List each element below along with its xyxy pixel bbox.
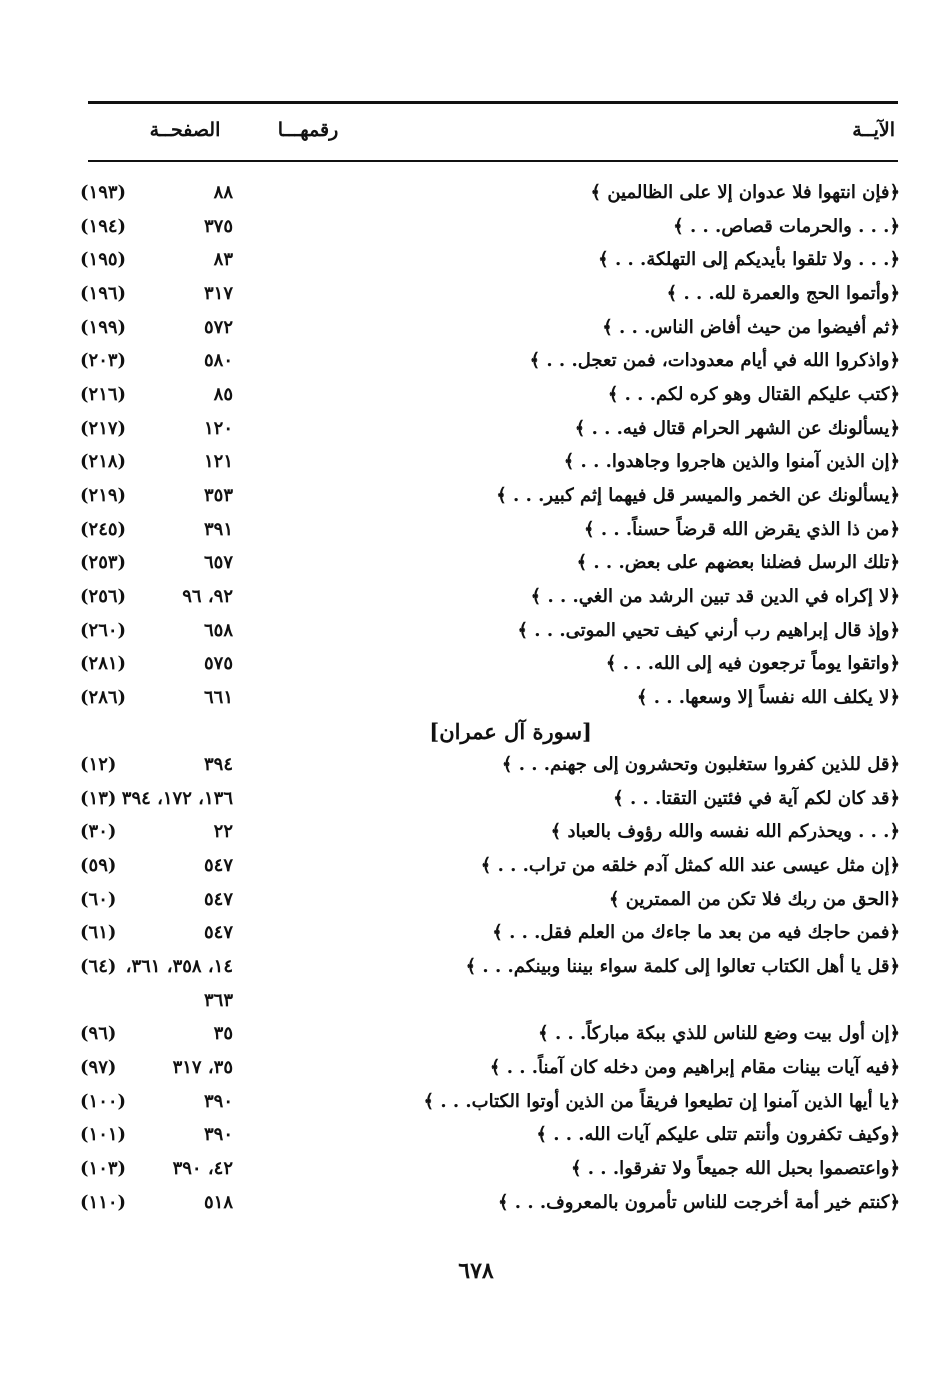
table-row [80,445,900,479]
verse-text: ﴿. . . ولا تلقوا بأيديكم إلى التهلكة. . . ﴾ [598,249,900,271]
verse-text: ﴿. . . ويحذركم الله نفسه والله رؤوف بالعباد ﴾ [550,821,900,843]
table-row [80,378,900,412]
header-page: الصفحــة [149,119,221,141]
verse-text: ﴿واعتصموا بحبل الله جميعاً ولا تفرقوا. . . ﴾ [570,1158,900,1180]
verse-text: ﴿إن الذين آمنوا والذين هاجروا وجاهدوا. . . ﴾ [563,451,900,473]
table-row [80,243,900,277]
page-reference: ٥٧٥ [203,653,233,675]
verse-text: ﴿قد كان لكم آية في فئتين التقتا. . . ﴾ [613,787,900,809]
table-row [80,950,900,984]
verse-number: (٢١٨) [80,451,127,473]
table-row [80,782,900,816]
table-row [80,647,900,681]
page-reference: ٣٩٠ [203,1124,233,1146]
page-reference: ٦٦١ [203,686,233,708]
verse-text: ﴿. . . والحرمات قصاص. . . ﴾ [673,215,900,237]
verse-number: (١١٠) [80,1191,127,1213]
page-reference: ٣٩٠ [203,1090,233,1112]
table-row [80,513,900,547]
verse-text: ﴿فإن انتهوا فلا عدوان إلا على الظالمين ﴾ [590,182,900,203]
page-reference: ١٤، ٣٥٨، ٣٦١، [125,956,233,978]
verse-text: ﴿كتب عليكم القتال وهو كره لكم. . . ﴾ [607,383,900,405]
verse-number: (١٠١) [80,1124,127,1146]
verse-number: (٢٤٥) [80,518,127,540]
verse-text: ﴿يسألونك عن الشهر الحرام قتال فيه. . . ﴾ [574,417,900,439]
table-row [80,1051,900,1085]
verse-number: (٢٨٦) [80,686,127,708]
page-reference: ٨٥ [213,383,233,405]
page-reference: ٣٩٤ [203,754,233,776]
table-row [80,748,900,782]
verse-text: ﴿لا إكراه في الدين قد تبين الرشد من الغي. . . ﴾ [530,585,900,607]
verse-text: ﴿فمن حاجك فيه من بعد ما جاءك من العلم فقل. . . ﴾ [492,922,900,944]
table-row [80,311,900,345]
verse-text: ﴿وإذ قال إبراهيم رب أرني كيف تحيي الموتى. . . ﴾ [517,619,900,641]
page-reference: ١٢٠ [203,417,233,439]
verse-number: (٢١٩) [80,484,127,506]
verse-number: (١٩٩) [80,316,127,338]
verse-text: ﴿يسألونك عن الخمر والميسر قل فيهما إثم كبير. . . ﴾ [496,484,900,506]
verse-number: (٢٨١) [80,653,127,675]
verse-number: (٢٠٣) [80,350,127,372]
surah-heading-row [80,715,900,749]
table-row [80,1186,900,1220]
top-rule [88,101,898,104]
verse-number: (١٢) [80,754,117,776]
table-row [80,412,900,446]
table-row [80,815,900,849]
verse-text: ﴿لا يكلف الله نفساً إلا وسعها. . . ﴾ [636,686,900,708]
verse-text: ﴿يا أيها الذين آمنوا إن تطيعوا فريقاً من الذين أوتوا الكتاب. . . ﴾ [423,1090,900,1112]
verse-number: (١٩٣) [80,182,127,203]
page-reference: ٣٦٣ [203,989,233,1011]
verse-text: ﴿إن أول بيت وضع للناس للذي ببكة مباركاً. . . ﴾ [538,1023,900,1045]
verse-number: (٦١) [80,922,117,944]
verse-number: (٥٩) [80,855,117,877]
verse-number: (٩٧) [80,1057,117,1079]
verse-number: (١٣) [80,787,117,809]
table-row [80,479,900,513]
verse-number: (١٠٠) [80,1090,127,1112]
verse-number: (٢٥٣) [80,552,127,574]
table-row [80,1118,900,1152]
page-reference: ٤٢، ٣٩٠ [172,1158,233,1180]
page-number: ٦٧٨ [458,1258,494,1284]
page-reference: ٢٢ [213,821,233,843]
verse-number: (٦٤) [80,956,117,978]
table-row [80,984,900,1018]
verse-number: (٦٠) [80,888,117,910]
verse-number: (١٩٥) [80,249,127,271]
page-reference: ١٣٦، ١٧٢، ٣٩٤ [121,787,233,809]
page-reference: ٦٥٧ [203,552,233,574]
verse-number: (٣٠) [80,821,117,843]
table-row [80,344,900,378]
page-reference: ٥١٨ [203,1191,233,1213]
table-row [80,614,900,648]
table-row [80,546,900,580]
page-reference: ٨٣ [213,249,233,271]
verse-text: ﴿وأتموا الحج والعمرة لله. . . ﴾ [666,282,900,304]
verse-index-table [80,176,900,1219]
page-reference: ٩٢، ٩٦ [182,585,233,607]
page-reference: ٣٥٣ [203,484,233,506]
table-row [80,883,900,917]
verse-text: ﴿فيه آيات بينات مقام إبراهيم ومن دخله كان آمناً. . . ﴾ [489,1057,900,1079]
table-row [80,1085,900,1119]
page-reference: ٣٩١ [203,518,233,540]
verse-number: (١٩٦) [80,282,127,304]
verse-text: ﴿كنتم خير أمة أخرجت للناس تأمرون بالمعروف. . . ﴾ [497,1191,900,1213]
surah-title: [سورة آل عمران] [429,718,592,744]
page-reference: ٣٥، ٣١٧ [172,1057,233,1079]
table-row [80,277,900,311]
table-row [80,176,900,210]
header-rule [88,160,898,162]
page-reference: ١٢١ [203,451,233,473]
verse-number: (١٩٤) [80,215,127,237]
page-reference: ٦٥٨ [203,619,233,641]
page-reference: ٥٨٠ [203,350,233,372]
verse-number: (١٠٣) [80,1158,127,1180]
verse-text: ﴿من ذا الذي يقرض الله قرضاً حسناً. . . ﴾ [584,518,900,540]
table-row [80,210,900,244]
verse-text: ﴿إن مثل عيسى عند الله كمثل آدم خلقه من تراب. . . ﴾ [480,855,900,877]
page-reference: ٣٥ [213,1023,233,1045]
table-row [80,849,900,883]
verse-text: ﴿وكيف تكفرون وأنتم تتلى عليكم آيات الله. . . ﴾ [536,1124,900,1146]
verse-text: ﴿واذكروا الله في أيام معدودات، فمن تعجل. . . ﴾ [529,350,900,372]
page-reference: ٥٧٢ [203,316,233,338]
verse-text: ﴿واتقوا يوماً ترجعون فيه إلى الله. . . ﴾ [605,653,900,675]
verse-text: ﴿تلك الرسل فضلنا بعضهم على بعض. . . ﴾ [576,552,900,574]
verse-number: (٢٦٠) [80,619,127,641]
verse-text: ﴿قل للذين كفروا ستغلبون وتحشرون إلى جهنم. . . ﴾ [501,754,900,776]
page-reference: ٨٨ [213,182,233,203]
page-reference: ٣٧٥ [203,215,233,237]
page-reference: ٥٤٧ [203,855,233,877]
page-reference: ٣١٧ [203,282,233,304]
verse-number: (٢١٦) [80,383,127,405]
verse-text: ﴿ثم أفيضوا من حيث أفاض الناس. . . ﴾ [602,316,900,338]
header-number: رقمهـــا [277,119,339,141]
verse-number: (٩٦) [80,1023,117,1045]
page-reference: ٥٤٧ [203,922,233,944]
verse-text: ﴿قل يا أهل الكتاب تعالوا إلى كلمة سواء بيننا وبينكم. . . ﴾ [465,956,900,978]
table-row [80,916,900,950]
page-reference: ٥٤٧ [203,888,233,910]
verse-number: (٢٥٦) [80,585,127,607]
table-row [80,580,900,614]
header-aya: الآيــة [852,119,895,141]
verse-text: ﴿الحق من ربك فلا تكن من الممترين ﴾ [608,888,900,910]
table-row [80,1152,900,1186]
table-row [80,681,900,715]
verse-number: (٢١٧) [80,417,127,439]
table-row [80,1017,900,1051]
